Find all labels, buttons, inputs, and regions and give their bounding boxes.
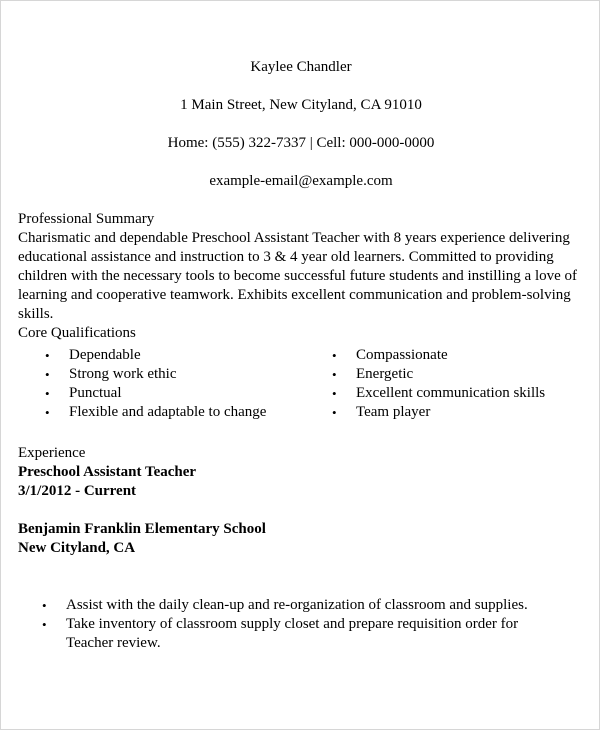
bullet-icon: • [332, 386, 337, 401]
address-line: 1 Main Street, New Cityland, CA 91010 [180, 97, 422, 113]
list-item: • Excellent communication skills [332, 385, 546, 401]
list-item: • Strong work ethic [45, 366, 177, 382]
bullet-icon: • [332, 367, 337, 382]
bullet-icon: • [45, 367, 50, 382]
bullet-icon: • [45, 405, 50, 420]
bullet-icon: • [332, 405, 337, 420]
list-item: • Dependable [45, 347, 141, 363]
phone-line: Home: (555) 322-7337 | Cell: 000-000-0000 [167, 135, 435, 151]
list-item: • Compassionate [332, 347, 448, 363]
list-item: • Punctual [45, 385, 122, 401]
job-dates: 3/1/2012 - Current [18, 483, 137, 499]
list-item: • Flexible and adaptable to change [45, 404, 267, 420]
employer-location: New Cityland, CA [18, 540, 136, 556]
bullet-icon: • [45, 348, 50, 363]
summary-text: Charismatic and dependable Preschool Assistant Teacher with 8 years experience delivering educational assistance and instruction to 3 & 4 year old learners. Committed to providing children with the necessary tools to become successful future students and instilling a love of learning and cooperative teamwork. Exhibits excellent communication and problem-solving skills. [18, 230, 578, 322]
qualifications-right-list [332, 346, 546, 422]
qualifications-heading: Core Qualifications [18, 325, 136, 341]
bullet-icon: • [332, 348, 337, 363]
job-title: Preschool Assistant Teacher [18, 464, 197, 480]
experience-bullet: • Take inventory of classroom supply closet and prepare requisition order for Teacher review. [42, 616, 519, 651]
employer-name: Benjamin Franklin Elementary School [18, 521, 266, 537]
experience-bullet: • Assist with the daily clean-up and re-organization of classroom and supplies. [42, 597, 528, 613]
bullet-icon: • [42, 598, 47, 613]
list-item: • Team player [332, 404, 431, 420]
bullet-icon: • [42, 617, 47, 632]
candidate-name: Kaylee Chandler [250, 59, 352, 75]
email-line: example-email@example.com [209, 173, 393, 189]
qualifications-left-list [45, 346, 267, 422]
list-item: • Energetic [332, 366, 414, 382]
summary-heading: Professional Summary [18, 211, 155, 227]
experience-heading: Experience [18, 445, 86, 461]
bullet-icon: • [45, 386, 50, 401]
